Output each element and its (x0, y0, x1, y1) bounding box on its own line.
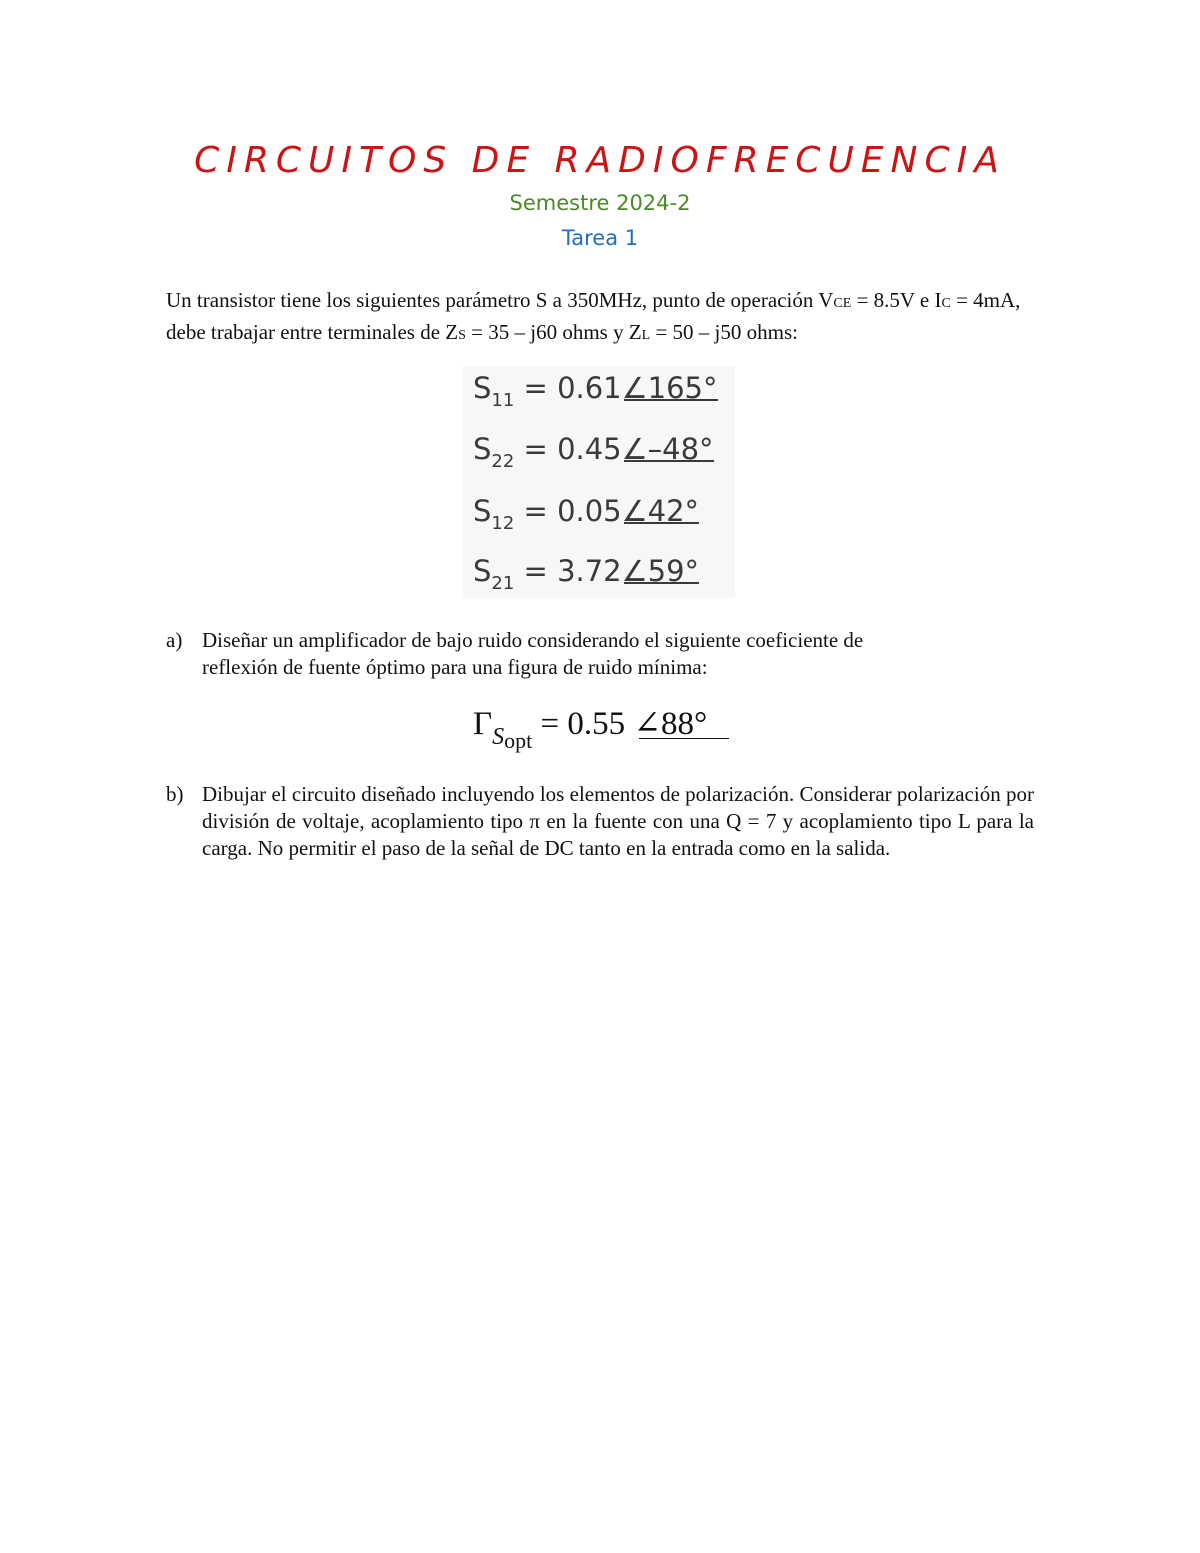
s-parameter-s22: $S_{22}$ = 0.45∠–48° (473, 432, 714, 472)
document-title: CIRCUITOS DE RADIOFRECUENCIA (194, 140, 1006, 181)
item-b-label: b) (166, 782, 184, 806)
semester-label: Semestre 2024-2 (509, 191, 691, 215)
s-parameter-s12: $S_{12}$ = 0.05∠42° (473, 494, 700, 534)
task-label: Tarea 1 (561, 226, 639, 250)
item-a (166, 627, 1034, 681)
s-parameters-block (463, 366, 735, 598)
item-a-label: a) (166, 628, 183, 652)
gamma-opt-equation: $\Gamma_{Sopt} = 0.55$ ∠88° (473, 703, 729, 743)
s-parameter-s11: $S_{11}$ = 0.61∠165° (473, 371, 718, 411)
item-a-line2: reflexión de fuente óptimo para una figura de ruido mínima: (202, 655, 708, 679)
item-b-text: Dibujar el circuito diseñado incluyendo los elementos de polarización. Considerar polarización por división de voltaje, acoplamiento tipo π en la fuente con una Q = 7 y acoplamiento tipo L para la carga. No permitir el paso de la señal de DC tanto en la entrada como en la salida. (202, 782, 1034, 860)
item-b (166, 781, 1034, 862)
s-parameter-s21: $S_{21}$ = 3.72∠59° (473, 554, 700, 594)
item-a-line1: Diseñar un amplificador de bajo ruido considerando el siguiente coeficiente de (202, 628, 864, 652)
intro-paragraph: Un transistor tiene los siguientes parámetro S a 350MHz, punto de operación VCE = 8.5V e IC = 4mA, debe trabajar entre terminales de ZS = 35 – j60 ohms y ZL = 50 – j50 ohms: (166, 288, 1021, 344)
